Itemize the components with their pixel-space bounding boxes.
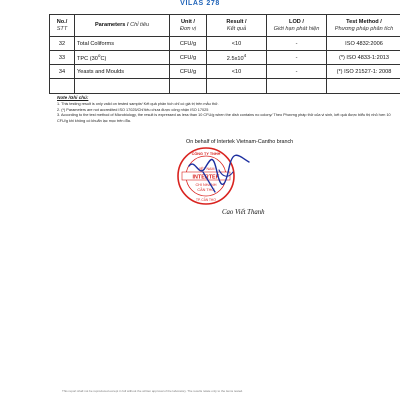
notes-section [57,95,397,124]
table-row: 33 TPC (30$^o$C) CFU/g $2.5x10^4$ - (*) ISO 4833-1:2013 [50,51,400,65]
notes-title: Note /Ghi chú: [57,95,89,100]
header-test-method: Test Method / Phương pháp phân tích [327,15,400,37]
svg-text:CẦN THƠ: CẦN THƠ [197,188,215,192]
svg-text:CHI NHÁNH: CHI NHÁNH [195,183,217,187]
results-table [49,14,400,94]
table-row: 34 Yeasts and Moulds CFU/g <10 - (*) ISO 21527-1: 2008 [50,65,400,79]
table-header-row [50,15,400,37]
header-result: Result / Kết quả [207,15,267,37]
header-unit: Unit / Đơn vị [170,15,207,37]
header-lod: LOD / Giới hạn phát hiện [267,15,327,37]
header-no: No./ STT [50,15,75,37]
svg-text:CÔNG TY TNHH: CÔNG TY TNHH [191,152,221,156]
header-parameters: Parameters / Chỉ tiêu [75,15,170,37]
note-1: 1. This testing result is only valid on tested sample/ Kết quả phân tích chỉ có giá trị trên mẫu thử. [57,102,219,107]
svg-text:TP. CẦN THƠ: TP. CẦN THƠ [196,198,216,202]
note-2: 2. (*) Parameters are not accredited ISO 17025/Chỉ tiêu chưa được công nhận ISO 17025 [57,107,209,112]
signer-name: Cao Viết Thanh [222,209,265,216]
accreditation-code: VILAS 278 [180,0,220,7]
table-row: 32 Total Coliforms CFU/g <10 - ISO 4832:2006 [50,37,400,51]
note-3: 3. According to the test method of Microbiology, the result is expressed as less than 10 CFU/g when the dish contains no colony/ Theo Phương pháp thử của vi sinh, kết quả được biểu thị nhỏ hơn 10 CFU/g khi không có khuẩn lạc mọc trên đĩa. [57,113,391,123]
footer-disclaimer: This report shall not be reproduced except in full without the written approval of the laboratory. The results relate only to the items tested. [62,390,243,393]
on-behalf-text: On behalf of Intertek Vietnam-Cantho branch [186,139,294,145]
handwritten-signature [185,148,253,194]
svg-text:VIỆT NAM: VIỆT NAM [197,167,215,171]
table-row-blank [50,79,400,94]
svg-text:INTERTEK: INTERTEK [192,174,220,181]
